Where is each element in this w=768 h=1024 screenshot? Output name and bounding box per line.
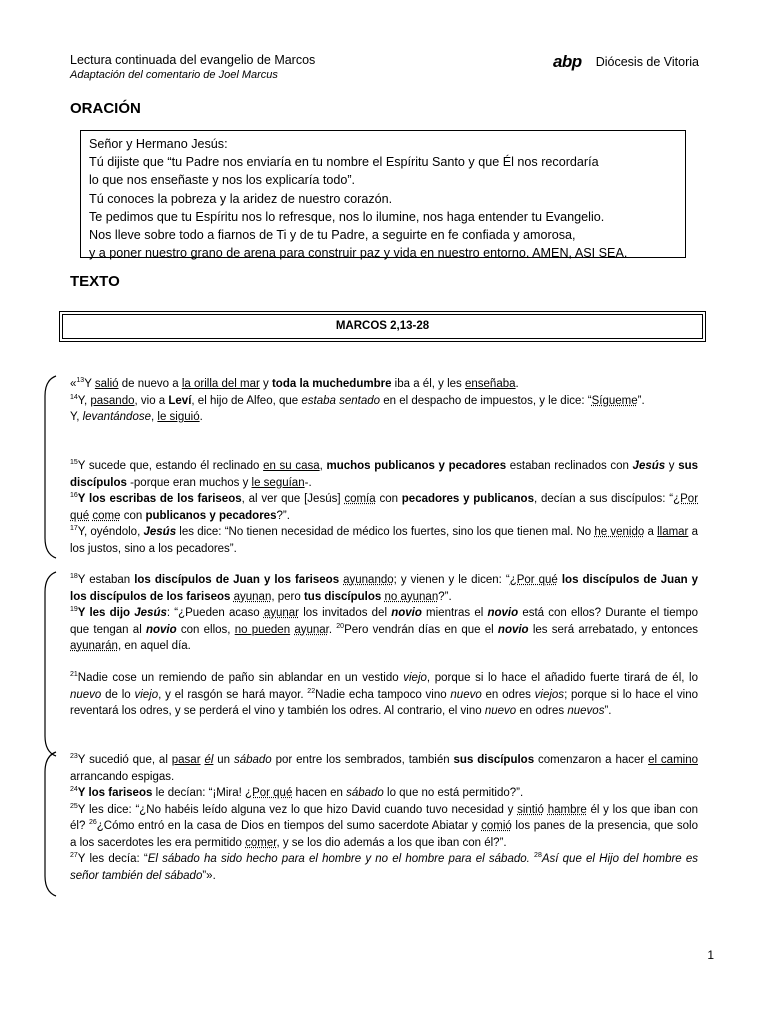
- prayer-line: lo que nos enseñaste y nos los explicaría todo”.: [89, 173, 356, 188]
- reference-box: [59, 311, 706, 342]
- prayer-box: [80, 130, 686, 261]
- oracion-heading: ORACIÓN: [70, 100, 141, 117]
- prayer-line: Tú dijiste que “tu Padre nos enviaría en tu nombre el Espíritu Santo y que Él nos recordaría: [89, 155, 599, 170]
- prayer-line: y a poner nuestro grano de arena para construir paz y vida en nuestro entorno. AMEN, ASI SEA.: [89, 246, 628, 261]
- bracket-section-1: [38, 374, 60, 560]
- bracket-section-3: [38, 750, 60, 898]
- reference-label: MARCOS 2,13-28: [62, 314, 703, 339]
- prayer-line: Tú conoces la pobreza y la aridez de nuestro corazón.: [89, 191, 393, 206]
- page-number: 1: [707, 948, 714, 962]
- gospel-paragraph: $^{15}$Y sucede que, estando él reclinado en su casa, muchos publicanos y pecadores estaban reclinados con Jesús y sus discípulos -porque eran muchos y le seguían-. $^{16}$Y los escribas de los fariseos, al ver que [Jesús] comía con pecadores y publicanos, decían a sus discípulos: “¿Por qué come con publicanos y pecadores?”. $^{17}$Y, oyéndolo, Jesús les dice: “No tienen necesidad de médico los fuertes, sino los que tienen mal. No he venido a llamar a los justos, sino a los pecadores”.: [70, 459, 699, 555]
- prayer-line: Señor y Hermano Jesús:: [89, 137, 228, 151]
- prayer-line: Te pedimos que tu Espíritu nos lo refresque, nos lo ilumine, nos haga entender tu Evangelio.: [89, 209, 605, 224]
- bracket-section-2: [38, 570, 60, 758]
- document-title: Lectura continuada del evangelio de Marcos: [70, 53, 316, 67]
- gospel-paragraph: $^{18}$Y estaban los discípulos de Juan y los fariseos ayunando; y vienen y le dicen: “¿Por qué los discípulos de Juan y los discípulos de los fariseos ayunan, pero tus discípulos no ayunan?”. $^{19}$Y les dijo Jesús: “¿Pueden acaso ayunar los invitados del novio mientras el novio está con ellos? Durante el tiempo que tengan al novio con ellos, no pueden ayunar. $^{20}$Pero vendrán días en que el novio les será arrebatado, y entonces ayunarán, en aquel día.: [70, 573, 699, 652]
- prayer-line: Nos lleve sobre todo a fiarnos de Ti y de tu Padre, a seguirte en fe confiada y amorosa,: [89, 228, 576, 243]
- document-header: [70, 52, 315, 82]
- texto-heading: TEXTO: [70, 273, 120, 290]
- document-subtitle: Adaptación del comentario de Joel Marcus: [70, 69, 278, 81]
- gospel-paragraph: $^{23}$Y sucedió que, al pasar él un sábado por entre los sembrados, también sus discípulos comenzaron a hacer el camino arrancando espigas. $^{24}$Y los fariseos le decían: “¡Mira! ¿Por qué hacen en sábado lo que no está permitido?”. $^{25}$Y les dice: “¿No habéis leído alguna vez lo que hizo David cuando tuvo necesidad y sintió hambre él y los que iban con él? $^{26}$¿Cómo entró en la casa de Dios en tiempos del sumo sacerdote Abiatar y comió los panes de la presencia, que solo a los sacerdotes les era permitido comer, y se los dio además a los que iban con él?”. $^{27}$Y les decía: “El sábado ha sido hecho para el hombre y no el hombre para el sábado. $^{28}$Así que el Hijo del hombre es señor también del sábado”».: [70, 753, 699, 882]
- diocese-name: Diócesis de Vitoria: [595, 55, 699, 69]
- abp-logo: abp: [552, 52, 582, 71]
- header-right: [553, 52, 699, 72]
- gospel-paragraph: $^{21}$Nadie cose un remiendo de paño sin ablandar en un vestido viejo, porque si lo hace el añadido fuerte tirará de él, lo nuevo de lo viejo, y el rasgón se hará mayor. $^{22}$Nadie echa tampoco vino nuevo en odres viejos; porque si lo hace el vino reventará los odres, y se perderá el vino y también los odres. Al contrario, el vino nuevo en odres nuevos”.: [70, 671, 698, 717]
- gospel-paragraph: «$^{13}$Y salió de nuevo a la orilla del mar y toda la muchedumbre iba a él, y les enseñaba. $^{14}$Y, pasando, vio a Leví, el hijo de Alfeo, que estaba sentado en el despacho de impuestos, y le dice: “Sígueme”. Y, levantándose, le siguió.: [70, 377, 645, 423]
